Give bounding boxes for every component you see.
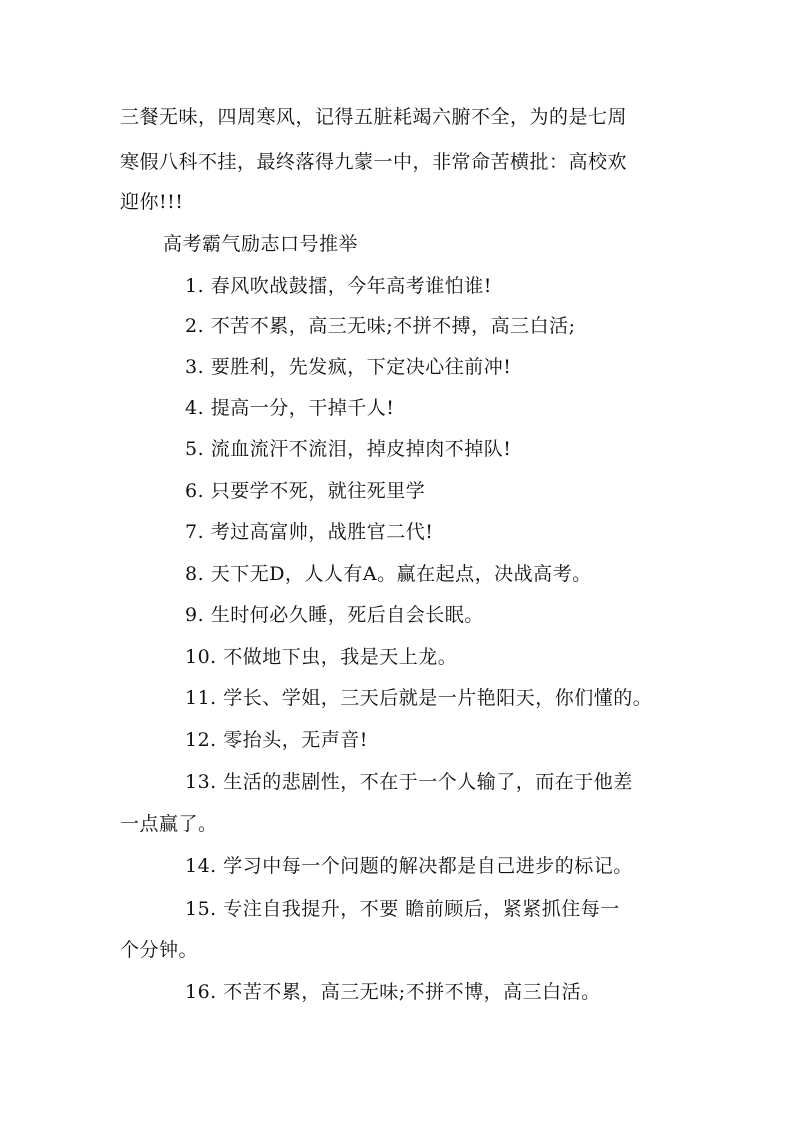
list-item-15-continuation: 个分钟。 [120, 939, 199, 961]
list-item-number: 3. [185, 356, 205, 378]
list-item-8 [185, 561, 794, 587]
list-item-number: 11. [185, 687, 217, 709]
list-item-text: 考过高富帅，战胜官二代! [210, 521, 434, 543]
list-item-text: 学长、学姐，三天后就是一片艳阳天，你们懂的。 [223, 687, 653, 709]
intro-line-2: 寒假八科不挂，最终落得九蒙一中，非常命苦横批：高校欢 [120, 151, 628, 173]
list-item-number: 5. [185, 438, 205, 460]
list-item-number: 8. [185, 563, 205, 585]
list-item-13-continuation: 一点赢了。 [120, 813, 218, 835]
list-item-4 [185, 395, 794, 421]
list-item-text: 天下无D，人人有A。赢在起点，决战高考。 [210, 563, 592, 585]
list-item-number: 15. [185, 898, 217, 920]
list-item-text: 零抬头，无声音! [223, 729, 368, 751]
list-item-number: 10. [185, 646, 217, 668]
list-item-7 [185, 519, 794, 545]
list-item-6 [185, 478, 794, 504]
list-item-12 [185, 727, 794, 753]
list-item-number: 13. [185, 771, 217, 793]
list-item-text: 生活的悲剧性，不在于一个人输了，而在于他差 [223, 771, 633, 793]
list-item-13 [185, 769, 794, 795]
list-item-14 [185, 853, 794, 879]
list-item-text: 要胜利，先发疯，下定决心往前冲! [210, 356, 512, 378]
list-item-11 [185, 685, 794, 711]
list-item-text: 流血流汗不流泪，掉皮掉肉不掉队! [210, 438, 512, 460]
list-item-number: 9. [185, 604, 205, 626]
list-item-number: 6. [185, 480, 205, 502]
list-item-text: 不苦不累，高三无味;不拼不搏，高三白活; [210, 315, 576, 337]
list-item-number: 12. [185, 729, 217, 751]
list-item-9 [185, 602, 794, 628]
list-item-text: 不做地下虫，我是天上龙。 [223, 646, 458, 668]
list-item-number: 7. [185, 521, 205, 543]
list-item-text: 提高一分，干掉千人! [210, 397, 395, 419]
list-item-15 [185, 896, 794, 922]
section-heading: 高考霸气励志口号推举 [163, 233, 359, 255]
list-item-number: 14. [185, 855, 217, 877]
list-item-1 [185, 273, 794, 299]
list-item-number: 2. [185, 315, 205, 337]
list-item-text: 专注自我提升，不要 瞻前顾后，紧紧抓住每一 [223, 898, 620, 920]
list-item-text: 春风吹战鼓擂，今年高考谁怕谁! [210, 275, 492, 297]
list-item-5 [185, 436, 794, 462]
intro-line-1: 三餐无味，四周寒风，记得五脏耗竭六腑不全，为的是七周 [120, 106, 628, 128]
list-item-10 [185, 644, 794, 670]
list-item-text: 不苦不累，高三无味;不拼不博，高三白活。 [223, 981, 601, 1003]
intro-line-3: 迎你!!! [120, 191, 184, 213]
list-item-text: 学习中每一个问题的解决都是自己进步的标记。 [223, 855, 633, 877]
list-item-16 [185, 979, 794, 1005]
list-item-2 [185, 313, 794, 339]
list-item-text: 生时何必久睡，死后自会长眠。 [210, 604, 484, 626]
list-item-number: 1. [185, 275, 205, 297]
list-item-number: 16. [185, 981, 217, 1003]
list-item-number: 4. [185, 397, 205, 419]
list-item-text: 只要学不死，就往死里学 [210, 480, 426, 502]
list-item-3 [185, 354, 794, 380]
